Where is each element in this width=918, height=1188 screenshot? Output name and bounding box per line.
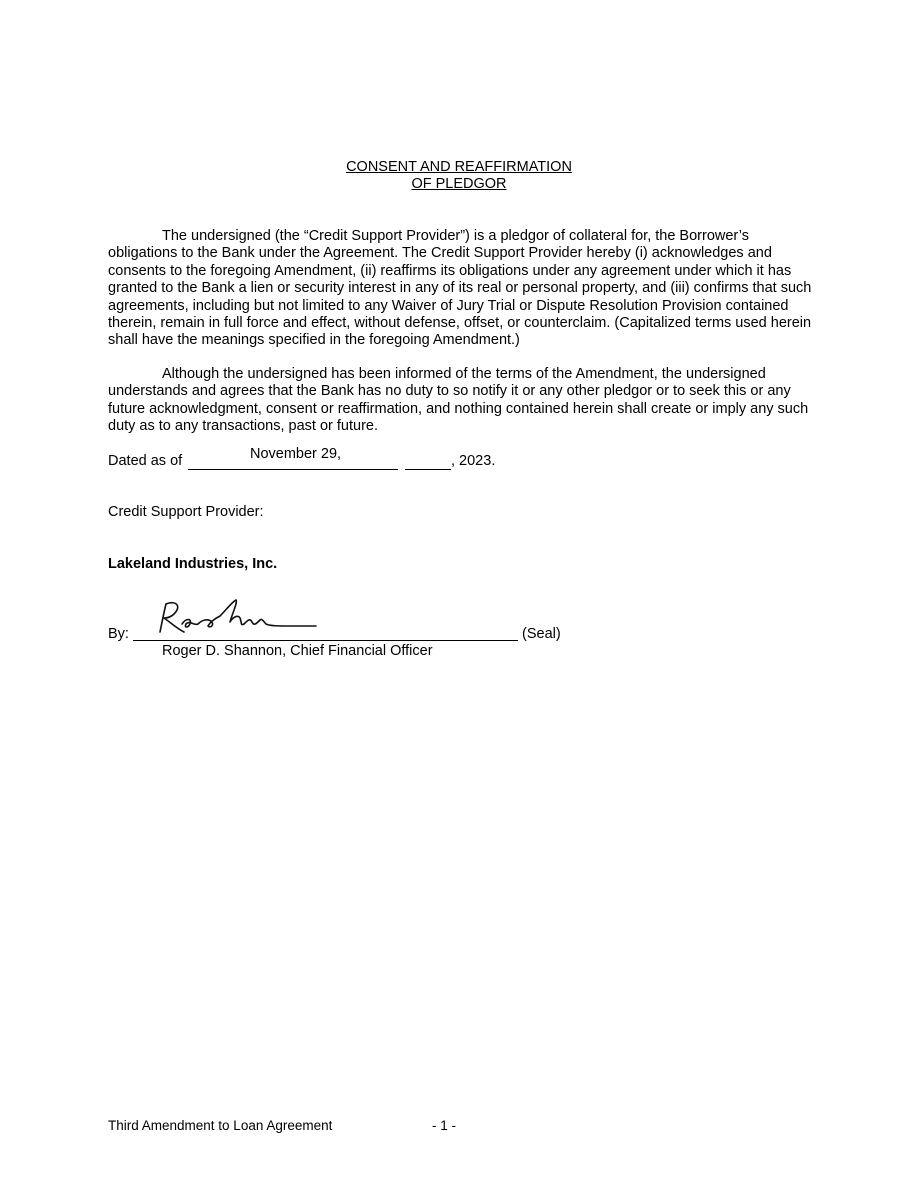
signature-line bbox=[133, 640, 518, 641]
handwritten-signature bbox=[152, 596, 322, 644]
dated-label: Dated as of bbox=[108, 453, 183, 469]
footer-document-title: Third Amendment to Loan Agreement bbox=[108, 1118, 333, 1133]
seal-label: (Seal) bbox=[522, 626, 561, 642]
provider-label: Credit Support Provider: bbox=[108, 504, 264, 520]
consent-paragraph-text: The undersigned (the “Credit Support Provider”) is a pledgor of collateral for, the Borrower’s obligations to the Bank under the Agreement. The Credit Support Provider hereby (i) acknowledges and consents to the foregoing Amendment, (ii) reaffirms its obligations under any agreement under which it has granted to the Bank a lien or security interest in any of its real or personal property, and (iii) confirms that such agreements, including but not limited to any Waiver of Jury Trial or Dispute Resolution Provision contained therein, remain in full force and effect, without defense, offset, or counterclaim. (Capitalized terms used herein shall have the meanings specified in the foregoing Amendment.) bbox=[108, 228, 812, 349]
company-name: Lakeland Industries, Inc. bbox=[108, 556, 278, 572]
date-day-underline bbox=[405, 469, 451, 470]
date-underline bbox=[188, 469, 398, 470]
date-value: November 29, bbox=[250, 446, 342, 462]
by-label: By: bbox=[108, 626, 129, 642]
document-title-line-2: OF PLEDGOR bbox=[411, 176, 507, 192]
acknowledgment-paragraph bbox=[108, 366, 813, 436]
consent-paragraph bbox=[108, 228, 813, 350]
acknowledgment-paragraph-text: Although the undersigned has been informed of the terms of the Amendment, the undersigned understands and agrees that the Bank has no duty to so notify it or any other pledgor or to seek this or any future acknowledgment, consent or reaffirmation, and nothing contained herein shall create or imply any such duty as to any transactions, past or future. bbox=[108, 366, 809, 435]
document-title-line-1: CONSENT AND REAFFIRMATION bbox=[346, 159, 572, 175]
footer-page-number: - 1 - bbox=[432, 1118, 457, 1133]
date-year: , 2023. bbox=[451, 453, 496, 469]
signer-name-title: Roger D. Shannon, Chief Financial Officer bbox=[162, 643, 433, 659]
